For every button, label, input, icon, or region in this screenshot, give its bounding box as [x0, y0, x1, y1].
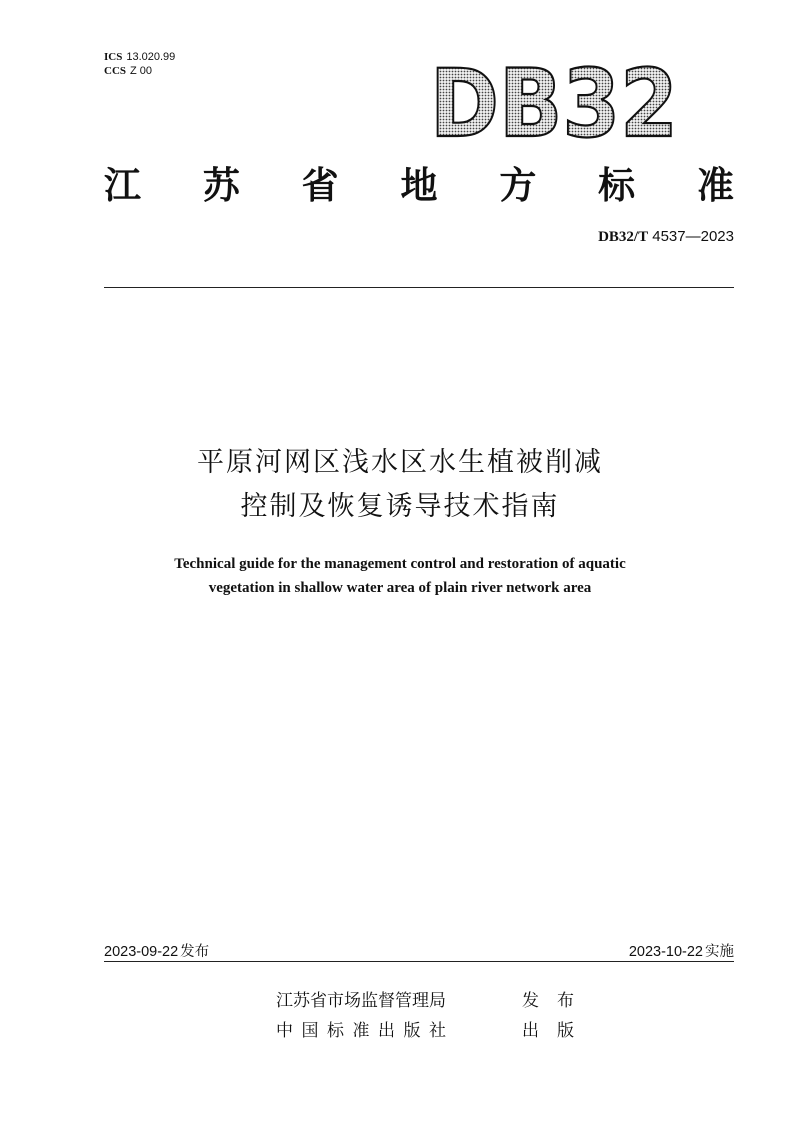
standard-type-title [104, 160, 734, 207]
release-date-value: 2023-09-22 [104, 944, 179, 960]
ccs-value: Z 00 [130, 65, 153, 77]
standard-code-number: 4537—2023 [652, 228, 734, 245]
release-label: 发布 [180, 944, 210, 960]
publisher-name: 江苏省市场监督管理局 [276, 991, 446, 1011]
implementation-date-value: 2023-10-22 [628, 944, 703, 960]
standard-type-char: 江 [104, 164, 141, 207]
release-date [104, 940, 209, 961]
ics-code [104, 50, 175, 64]
ccs-label: CCS [104, 65, 127, 77]
implementation-label: 实施 [705, 944, 734, 960]
bottom-divider [104, 961, 734, 962]
publisher-action-char: 版 [557, 1021, 574, 1041]
top-divider [104, 287, 734, 288]
standard-type-char: 方 [499, 164, 537, 207]
chinese-title-line-2: 控制及恢复诱导技术指南 [240, 491, 560, 522]
db32-logo-text: DB32 [430, 50, 678, 146]
publisher-row [276, 1016, 574, 1041]
db32-logo [430, 46, 690, 146]
standard-type-char: 省 [301, 164, 339, 207]
english-title-line-1: Technical guide for the management control and restoration of aquatic [174, 556, 626, 572]
publisher-action-char: 布 [557, 991, 574, 1011]
ccs-code [104, 64, 152, 78]
implementation-date [629, 940, 734, 961]
publisher-action-char: 出 [522, 1021, 539, 1041]
standard-code [598, 228, 734, 246]
standard-code-prefix: DB32/T [598, 229, 649, 245]
ics-label: ICS [104, 51, 123, 63]
standard-type-char: 标 [598, 164, 636, 207]
standard-type-char: 地 [400, 164, 438, 207]
chinese-title-line-1: 平原河网区浅水区水生植被削减 [197, 447, 603, 478]
ics-value: 13.020.99 [126, 51, 176, 63]
publisher-action-char: 发 [522, 991, 539, 1011]
publisher-row [276, 986, 574, 1011]
publisher-name: 中国标准出版社 [276, 1021, 455, 1041]
standard-type-char: 准 [696, 164, 734, 207]
standard-type-char: 苏 [202, 164, 240, 207]
english-title-line-2: vegetation in shallow water area of plain river network area [208, 580, 592, 596]
publisher-action [522, 1016, 574, 1041]
publisher-action [522, 986, 574, 1011]
